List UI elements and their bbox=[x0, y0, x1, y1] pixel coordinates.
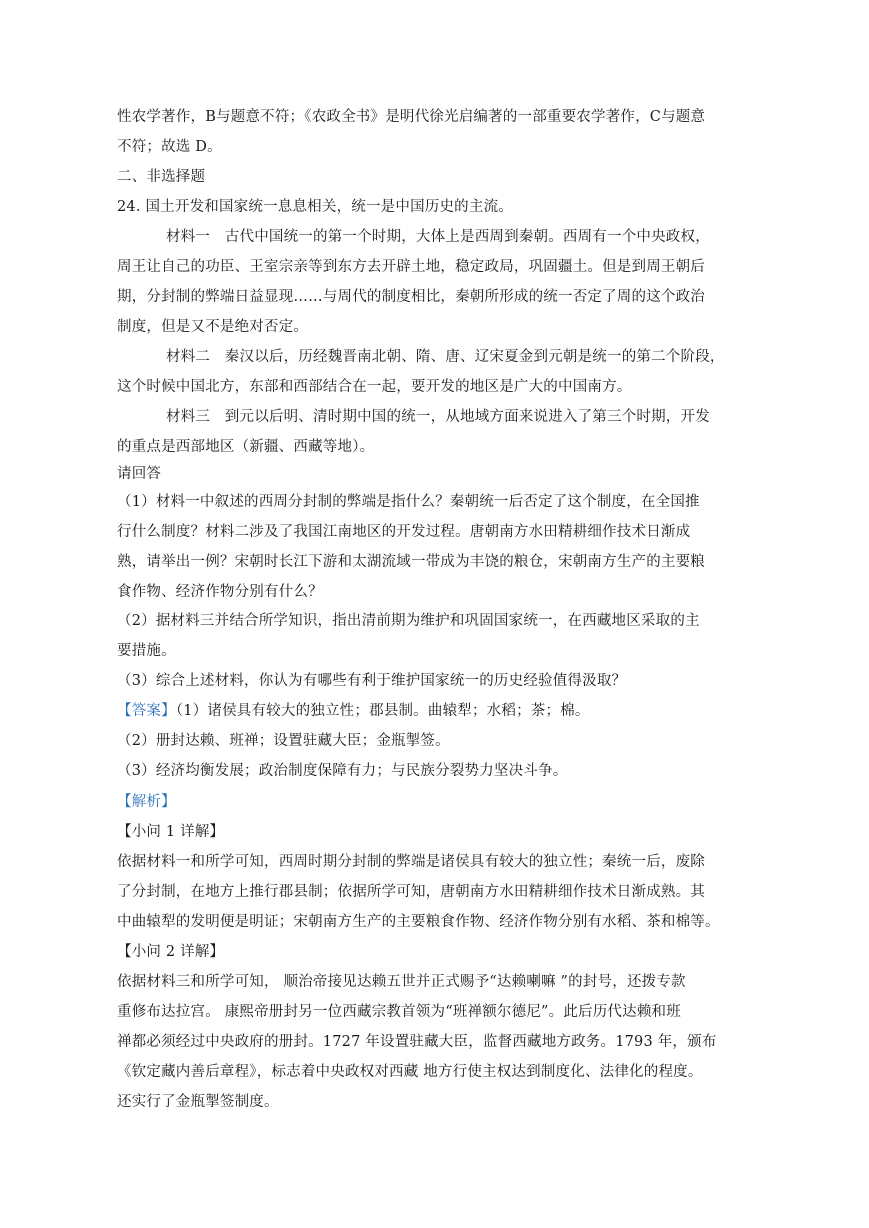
material-3-line: 的重点是西部地区（新疆、西藏等地）。 bbox=[117, 439, 375, 455]
analysis-line: 依据材料一和所学可知，西周时期分封制的弊端是诸侯具有较大的独立性；秦统一后，废除 bbox=[117, 854, 705, 870]
material-1-line: 期，分封制的弊端日益显现……与周代的制度相比，秦朝所形成的统一否定了周的这个政治 bbox=[117, 289, 705, 305]
analysis-line: 重修布达拉宫。 康熙帝册封另一位西藏宗教首领为“班禅额尔德尼”。此后历代达赖和班 bbox=[117, 1004, 681, 1020]
material-2-line: 这个时候中国北方，东部和西部结合在一起，要开发的地区是广大的中国南方。 bbox=[117, 379, 632, 395]
text-line: 不符；故选 D。 bbox=[117, 139, 222, 155]
material-3-line: 材料三 到元以后明、清时期中国的统一，从地域方面来说进入了第三个时期，开发 bbox=[166, 409, 710, 425]
analysis-line: 还实行了金瓶掣签制度。 bbox=[117, 1094, 279, 1110]
question-title: 24. 国土开发和国家统一息息相关，统一是中国历史的主流。 bbox=[117, 199, 513, 215]
analysis-label: 【解析】 bbox=[117, 794, 176, 810]
analysis-line: 《钦定藏内善后章程》，标志着中央政权对西藏 地方行使主权达到制度化、法律化的程度。 bbox=[117, 1064, 703, 1080]
subquestion-heading: 【小问 1 详解】 bbox=[117, 824, 225, 840]
material-1-line: 材料一 古代中国统一的第一个时期，大体上是西周到秦朝。西周有一个中央政权， bbox=[166, 229, 710, 245]
section-heading: 二、非选择题 bbox=[117, 169, 206, 185]
question-line: （2）据材料三并结合所学知识，指出清前期为维护和巩固国家统一，在西藏地区采取的主 bbox=[117, 613, 700, 629]
answer-text: （1）诸侯具有较大的独立性；郡县制。曲辕犁；水稻；茶；棉。 bbox=[175, 703, 590, 719]
material-1-line: 周王让自己的功臣、王室宗亲等到东方去开辟土地，稳定政局，巩固疆土。但是到周王朝后 bbox=[117, 259, 705, 275]
analysis-line: 依据材料三和所学可知， 顺治帝接见达赖五世并正式赐予“达赖喇嘛 ”的封号，还拨专款 bbox=[117, 974, 686, 990]
question-line: 行什么制度？材料二涉及了我国江南地区的开发过程。唐朝南方水田精耕细作技术日渐成 bbox=[117, 524, 691, 540]
prompt-label: 请回答 bbox=[117, 466, 162, 482]
question-line: 熟，请举出一例？宋朝时长江下游和太湖流域一带成为丰饶的粮仓，宋朝南方生产的主要粮 bbox=[117, 554, 705, 570]
answer-line: （3）经济均衡发展；政治制度保障有力；与民族分裂势力坚决斗争。 bbox=[117, 763, 568, 779]
analysis-line: 禅都必须经过中央政府的册封。1727 年设置驻藏大臣，监督西藏地方政务。1793 年，颁布 bbox=[117, 1034, 717, 1050]
text-line: 性农学著作，B与题意不符；《农政全书》是明代徐光启编著的一部重要农学著作，C与题意 bbox=[117, 109, 706, 125]
question-line: （1）材料一中叙述的西周分封制的弊端是指什么？秦朝统一后否定了这个制度，在全国推 bbox=[117, 494, 700, 510]
answer-label: 【答案】 bbox=[117, 703, 176, 719]
question-line: 要措施。 bbox=[117, 643, 176, 659]
analysis-line: 中曲辕犁的发明便是明证；宋朝南方生产的主要粮食作物、经济作物分别有水稻、茶和棉等。 bbox=[117, 914, 720, 930]
subquestion-heading: 【小问 2 详解】 bbox=[117, 944, 225, 960]
material-2-line: 材料二 秦汉以后，历经魏晋南北朝、隋、唐、辽宋夏金到元朝是统一的第二个阶段， bbox=[166, 349, 725, 365]
analysis-line: 了分封制，在地方上推行郡县制；依据所学可知，唐朝南方水田精耕细作技术日渐成熟。其 bbox=[117, 884, 705, 900]
question-line: 食作物、经济作物分别有什么？ bbox=[117, 584, 323, 600]
question-line: （3）综合上述材料，你认为有哪些有利于维护国家统一的历史经验值得汲取？ bbox=[117, 673, 627, 689]
material-1-line: 制度，但是又不是绝对否定。 bbox=[117, 319, 309, 335]
answer-line: （2）册封达赖、班禅；设置驻藏大臣；金瓶掣签。 bbox=[117, 733, 450, 749]
answer-line bbox=[117, 701, 757, 721]
